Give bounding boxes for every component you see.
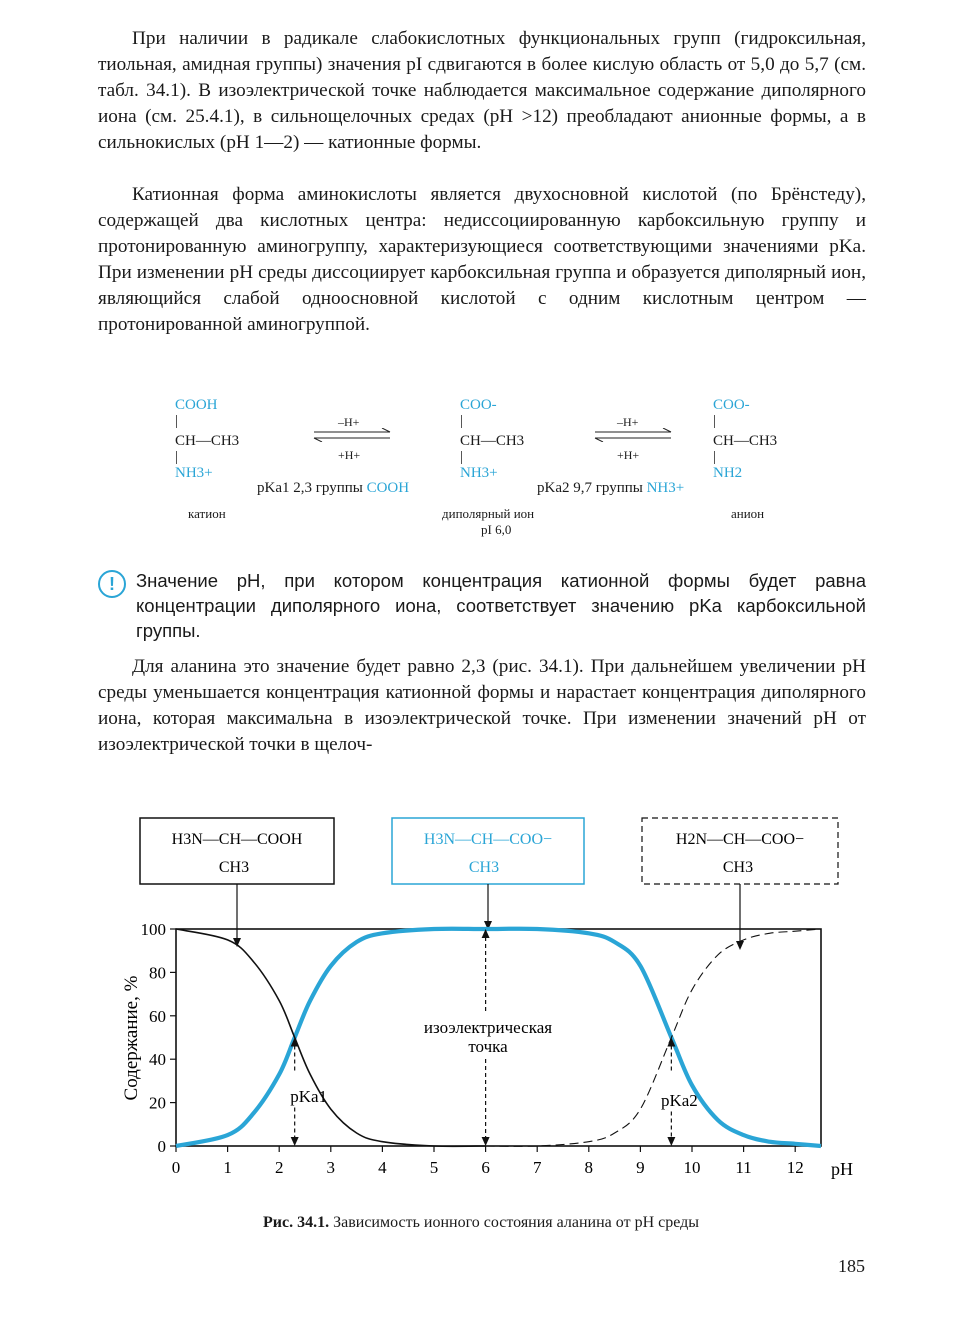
anion-label: анион [731,506,765,521]
zwitter-nh3: NH3+ [460,465,498,481]
anion-coo: COO- [713,397,750,413]
equilibrium-arrow-2 [593,428,673,442]
exclamation-icon: ! [98,570,126,598]
y-tick-label: 60 [149,1006,166,1026]
arrow1-below: +H+ [338,448,361,462]
pka1-text: pKa1 2,3 группы [257,480,363,496]
y-tick-label: 80 [149,963,166,983]
figure-34-1 [0,800,962,1210]
cation-cooh: COOH [175,397,218,413]
arrow2-above: –H+ [617,415,639,429]
cation-box-line1: H3N—CH—COOH [171,831,303,848]
y-tick-label: 0 [157,1137,166,1156]
marker-arrow-down [667,1137,675,1146]
pka2-label: pKa2 [660,1091,698,1110]
zwitter-ch-ch3: CH—CH3 [460,433,525,449]
note-text: Значение pH, при котором концентрация катионной формы будет равна концентрации диполярного иона, соответствует значению pKa карбоксильной группы. [136,570,866,641]
paragraph-3: Для аланина это значение будет равно 2,3 (рис. 34.1). При дальнейшем увеличении pH среды уменьшается концентрация катионной формы и нарастает концентрация диполярного иона, которая максимальна в изоэлектрической точке. При изменении значений pH от изоэлектрической точки в щелоч- [98,656,866,755]
pka1-label: pKa1 [290,1087,328,1106]
y-tick-label: 100 [140,920,166,939]
x-tick-label: 6 [481,1158,490,1177]
arrow1-above: –H+ [338,415,360,429]
anion-box-line1: H2N—CH—COO− [675,831,805,848]
x-tick-label: 7 [532,1158,542,1177]
anion-box-line2: CH3 [722,859,754,876]
y-tick-label: 40 [149,1050,166,1070]
paragraph-1: При наличии в радикале слабокислотных функциональных групп (гидроксильная, тиольная, амидная группы) значения pI сдвигаются в более кислую область от 5,0 до 5,7 (см. табл. 34.1). В изоэлектрической точке наблюдается максимальное содержание диполярного иона (см. 25.4.1), в сильнощелочных средах (pH >12) преобладают анионные формы, а в сильнокислых (pH 1—2) — катионные формы. [98,28,866,153]
x-tick-label: 12 [786,1158,804,1177]
x-axis-label: pH [831,1159,853,1179]
pka1-group: COOH [366,480,410,496]
note-block [98,568,866,643]
paragraph-2: Катионная форма аминокислоты является двухосновной кислотой (по Брёнстеду), содержащей два кислотных центра: недиссоциированную карбоксильную группу и протонированную аминогруппу, характеризующиеся соответствующими значениями pKa. При изменении pH среды диссоциирует карбоксильная группа и образуется диполярный ион, являющийся слабой одноосновной кислотой с одним кислотным центром — протонированной аминогруппой. [98,184,866,335]
marker-arrow-down [291,1137,299,1146]
zwitter-box-line2: CH3 [468,859,500,876]
iso-label-1: изоэлектрическая [423,1018,553,1037]
x-tick-label: 9 [636,1158,645,1177]
caption-text: Зависимость ионного состояния аланина от pH среды [329,1214,699,1231]
pka2-text: pKa2 9,7 группы [537,480,643,496]
anion-curve [486,929,821,1146]
arrow2-below: +H+ [617,448,640,462]
x-tick-label: 11 [735,1158,752,1177]
zwitter-coo: COO- [460,397,497,413]
iso-label-2: точка [468,1037,508,1056]
x-tick-label: 8 [584,1158,594,1177]
caption-number: Рис. 34.1. [262,1214,330,1231]
x-tick-label: 5 [429,1158,439,1177]
page-number: 185 [838,1256,865,1276]
cation-label: катион [188,506,226,521]
cation-curve [176,929,486,1146]
anion-nh2: NH2 [713,465,743,481]
anion-ch-ch3: CH—CH3 [713,433,778,449]
x-tick-label: 3 [326,1158,336,1177]
x-tick-label: 4 [378,1158,387,1177]
zwitter-pi: pI 6,0 [481,522,512,537]
y-axis-label: Содержание, % [121,975,142,1101]
cation-ch-ch3: CH—CH3 [175,433,240,449]
pka2-group: NH3+ [646,480,685,496]
x-tick-label: 1 [223,1158,232,1177]
marker-arrow-down [482,1137,490,1146]
x-tick-label: 10 [683,1158,701,1177]
y-tick-label: 20 [149,1093,166,1113]
x-tick-label: 0 [171,1158,181,1177]
x-tick-label: 2 [274,1158,284,1177]
zwitter-label: диполярный ион [442,506,535,521]
equilibrium-arrow-1 [312,428,392,442]
cation-box-line2: CH3 [218,859,250,876]
cation-nh3: NH3+ [175,465,213,481]
zwitter-box-line1: H3N—CH—COO− [423,831,553,848]
figure-caption [0,1214,962,1232]
